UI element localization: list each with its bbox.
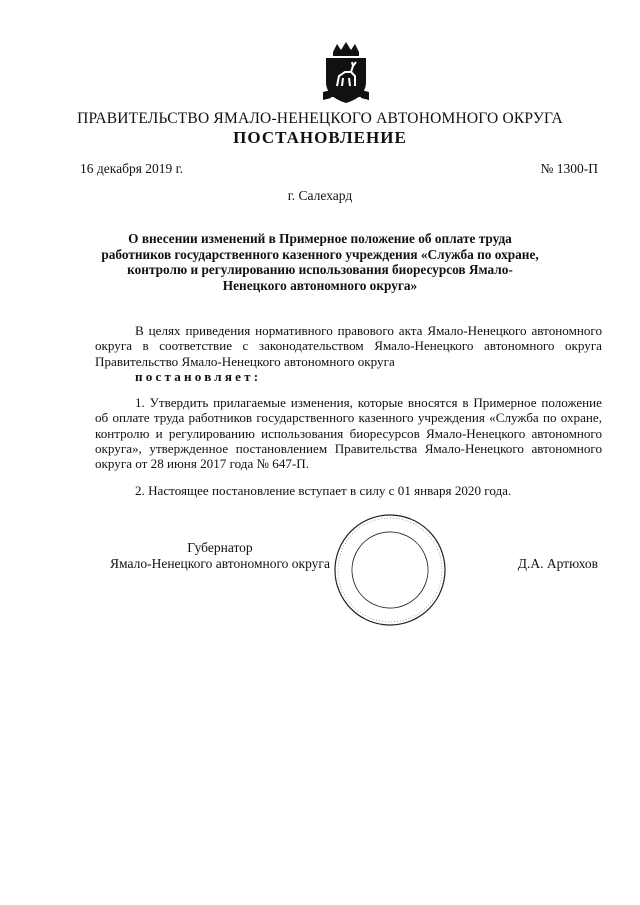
document-city: г. Салехард bbox=[287, 188, 353, 203]
document-number: № 1300-П bbox=[540, 161, 598, 176]
document-subject: О внесении изменений в Примерное положение об оплате труда работников государственного казенного учреждения «Служба по охране, контролю и регулированию использования биоресурсов Ямало-Ненецкого автономного округа» bbox=[101, 231, 539, 293]
signatory-title-line1: Губернатор bbox=[187, 540, 253, 555]
item-2-paragraph: 2. Настоящее постановление вступает в силу с 01 января 2020 года. bbox=[135, 483, 512, 498]
signatory-name: Д.А. Артюхов bbox=[517, 556, 598, 571]
preamble-paragraph bbox=[95, 323, 602, 384]
item-1-paragraph: 1. Утвердить прилагаемые изменения, которые вносятся в Примерное положение об оплате труда работников государственного казенного учреждения «Служба по охране, контролю и регулированию использования биоресурсов Ямало-Ненецкого автономного округа», утвержденное постановлением Правительства Ямало-Ненецкого автономного округа от 28 июня 2017 года № 647-П. bbox=[95, 395, 602, 472]
signatory-title-line2: Ямало-Ненецкого автономного округа bbox=[110, 556, 330, 571]
official-stamp bbox=[332, 512, 448, 628]
preamble-text: В целях приведения нормативного правового акта Ямало-Ненецкого автономного округа в соответствие с законодательством Ямало-Ненецкого автономного округа Правительство Ямало-Ненецкого автономного округа bbox=[95, 323, 602, 369]
document-date: 16 декабря 2019 г. bbox=[80, 161, 184, 176]
resolves-keyword: постановляет: bbox=[135, 368, 262, 384]
organization-title: ПРАВИТЕЛЬСТВО ЯМАЛО-НЕНЕЦКОГО АВТОНОМНОГО ОКРУГА bbox=[77, 110, 563, 127]
coat-of-arms-icon bbox=[323, 42, 369, 104]
document-type: ПОСТАНОВЛЕНИЕ bbox=[233, 128, 407, 147]
signatory-title bbox=[95, 540, 345, 572]
